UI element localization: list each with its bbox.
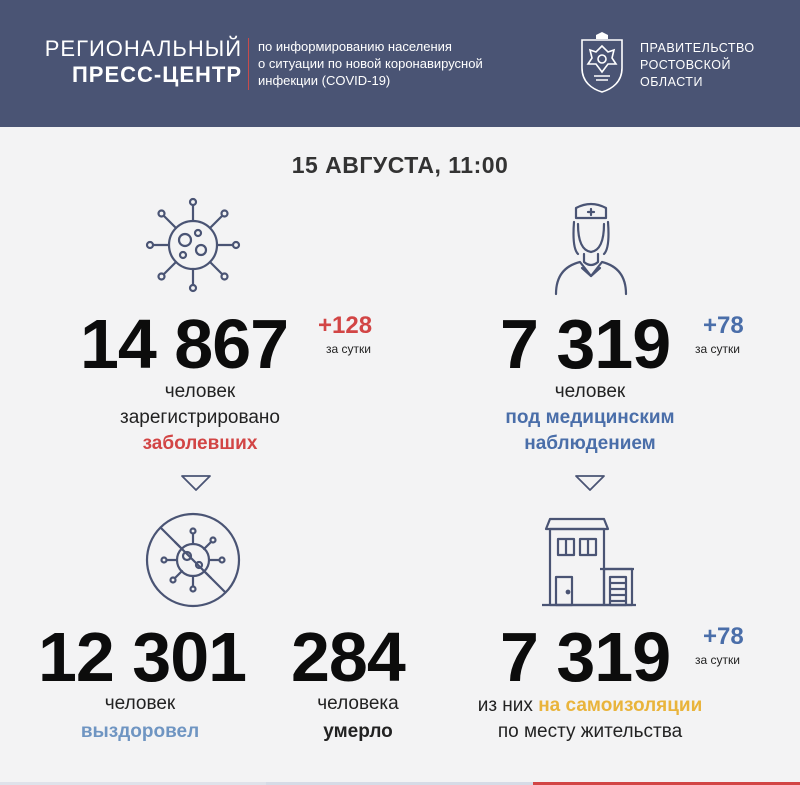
observed-total: 7 319: [500, 305, 671, 383]
isolation-label-prefix: из них: [477, 695, 533, 716]
observed-label-1: человек: [554, 381, 626, 402]
nurse-icon: [548, 198, 634, 296]
isolation-label-2: по месту жительства: [497, 721, 683, 742]
cases-label-3: заболевших: [142, 433, 258, 454]
observed-label-2: под медицинским: [505, 407, 675, 428]
gov-line: ОБЛАСТИ: [640, 75, 703, 89]
brand-divider: [248, 38, 249, 90]
footer-stripe: [0, 779, 800, 785]
brand-logo: [45, 36, 242, 88]
brand-description: [258, 38, 548, 89]
died-label-2: умерло: [323, 721, 393, 742]
desc-line: инфекции (COVID-19): [258, 73, 391, 88]
cases-delta: +128: [318, 312, 373, 339]
observed-delta-label: за сутки: [695, 342, 740, 356]
cases-delta-label: за сутки: [326, 342, 371, 356]
isolation-delta: +78: [703, 623, 744, 650]
isolation-delta-label: за сутки: [695, 653, 740, 667]
government-name: [640, 40, 755, 91]
isolation-total: 7 319: [500, 618, 671, 696]
brand-line2: ПРЕСС-ЦЕНТР: [71, 62, 242, 87]
cases-label-1: человек: [164, 381, 236, 402]
desc-line: по информированию населения: [258, 39, 452, 54]
recovered-label-2: выздоровел: [80, 721, 200, 742]
observed-label-3: наблюдением: [524, 433, 656, 454]
isolation-label-1: [440, 694, 740, 718]
no-virus-icon: [143, 510, 243, 610]
died-label-1: человека: [317, 693, 399, 714]
brand-line1: РЕГИОНАЛЬНЫЙ: [44, 36, 242, 61]
coat-of-arms-icon: [574, 32, 630, 94]
report-date: 15 АВГУСТА, 11:00: [291, 152, 509, 178]
cases-label-2: зарегистрировано: [120, 407, 280, 428]
header-banner: [0, 0, 800, 127]
gov-line: ПРАВИТЕЛЬСТВО: [640, 41, 755, 55]
recovered-total: 12 301: [38, 618, 247, 696]
cases-total: 14 867: [80, 305, 289, 383]
gov-line: РОСТОВСКОЙ: [640, 58, 731, 72]
arrow-down-icon: [574, 474, 606, 492]
virus-icon: [143, 195, 243, 295]
isolation-label-highlight: на самоизоляции: [538, 695, 703, 716]
arrow-down-icon: [180, 474, 212, 492]
recovered-label-1: человек: [104, 693, 176, 714]
died-total: 284: [291, 618, 405, 696]
house-icon: [542, 515, 636, 609]
observed-delta: +78: [703, 312, 744, 339]
desc-line: о ситуации по новой коронавирусной: [258, 56, 483, 71]
